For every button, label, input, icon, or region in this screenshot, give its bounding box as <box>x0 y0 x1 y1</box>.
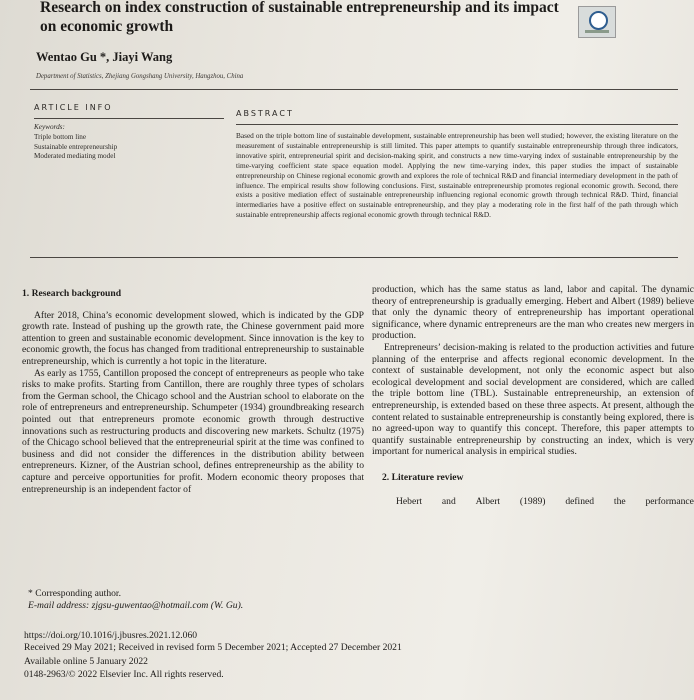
copyright: 0148-2963/© 2022 Elsevier Inc. All rights reserved. <box>24 669 224 680</box>
section-1-heading: 1. Research background <box>22 288 122 299</box>
body-paragraph-start <box>372 496 694 508</box>
keyword-item: Moderated mediating model <box>34 152 116 161</box>
word: the <box>613 495 626 507</box>
doi-link[interactable]: https://doi.org/10.1016/j.jbusres.2021.12.060 <box>24 630 198 641</box>
footnote-email[interactable]: E-mail address: zjgsu-guwentao@hotmail.com (W. Gu). <box>28 600 244 611</box>
section-2-heading: 2. Literature review <box>382 471 464 483</box>
body-paragraph: production, which has the same status as land, labor and capital. The dynamic theory of entrepreneurship is gradually emerging. Hebert and Albert (1989) believe that only the dynamic theory of entrepreneurship has important operational significance, where dynamic entrepreneurs are the man who creates new mergers in production. <box>372 284 694 342</box>
available-online: Available online 5 January 2022 <box>24 656 148 667</box>
affiliation: Department of Statistics, Zhejiang Gongshang University, Hangzhou, China <box>36 73 244 80</box>
word: and <box>441 495 456 507</box>
abstract-heading: ABSTRACT <box>236 109 294 118</box>
check-for-updates-icon[interactable] <box>578 6 616 38</box>
right-column <box>372 284 694 507</box>
word: (1989) <box>519 495 546 507</box>
author-list: Wentao Gu *, Jiayi Wang <box>36 50 173 64</box>
word: defined <box>565 495 595 507</box>
footnote-corresponding: * Corresponding author. <box>28 588 121 599</box>
body-paragraph: Entrepreneurs’ decision-making is related to the production activities and future planning of the enterprise and affects regional economic development. In the context of sustainable development, not only the economic aspect but also ecological development and social development are considered, which are called the triple bottom line (TBL). Sustainable entrepreneurship, an extension of entrepreneurship, is extended based on these three aspects. At present, although the content related to sustainable entrepreneurship is constantly being explored, there is no agreed-upon way to quantify this concept. Therefore, this paper attempts to quantify sustainable entrepreneurship by constructing an index, which is very important for numerical analysis in empirical studies. <box>372 341 694 458</box>
keyword-item: Sustainable entrepreneurship <box>34 142 118 151</box>
info-rule <box>34 118 224 119</box>
word: Hebert <box>396 495 423 507</box>
abstract-rule <box>236 124 678 125</box>
keywords-block <box>34 123 117 162</box>
abstract-bottom-rule <box>30 257 678 258</box>
abstract-text: Based on the triple bottom line of sustainable development, sustainable entrepreneurship has been well studied; however, the existing literature on the measurement of sustainable entrepreneurship is still limited. This paper attempts to quantify sustainable entrepreneurship through three indicators, innovative spirit, entrepreneurial spirit and decision-making spirit, and constructs a new time-varying index of sustainable entrepreneurship by the time-varying coefficient state space equation model. Applying the new time-varying index, this paper studies the impact of sustainable entrepreneurship on Chinese regional economic growth and explores the role of technical R&D and financial intermediary development in the path of influence. The empirical results show following conclusions. First, sustainable entrepreneurship promotes regional economic growth. Second, there exists a positive mediation effect of sustainable entrepreneurship influencing regional economic growth through technical R&D. Third, financial intermediaries have a positive effect on sustainable entrepreneurship, and they play a moderating role in the first half of the path through which sustainable entrepreneurship affects regional economic growth through technical R&D. <box>236 131 678 220</box>
word: Albert <box>475 495 501 507</box>
keyword-item: Triple bottom line <box>34 132 87 141</box>
word: performance <box>645 495 694 507</box>
header-rule <box>30 89 678 90</box>
article-info-heading: ARTICLE INFO <box>34 103 113 112</box>
received-dates: Received 29 May 2021; Received in revised form 5 December 2021; Accepted 27 December 2021 <box>24 642 402 653</box>
body-paragraph: After 2018, China’s economic development slowed, which is indicated by the GDP growth rate. Instead of pushing up the growth rate, the Chinese government paid more attention to green and sustainable economic development. Since innovation is the key to economic growth, the focus has changed from traditional entrepreneurship to sustainable entrepreneurship, which is currently a hot topic in the literature. <box>22 309 364 367</box>
body-paragraph: As early as 1755, Cantillon proposed the concept of entrepreneurs as people who take risks to make profits. Starting from Cantillon, there are roughly three types of scholars from the German school, the Chicago school and the Austrian school to elaborate on the role of entrepreneurs and entrepreneurship. Schumpeter (1934) groundbreaking research pointed out that entrepreneurs promote economic growth through destructive innovations such as restructuring products and discovering new markets. Schultz (1975) of the Chicago school believed that the entrepreneurial spirit at the time was confined to business and did not consider the differences in the distribution ability between entrepreneurs. Kizner, of the Austrian school, defines entrepreneurship as the ability to capture and perceive opportunities for profit. Modern economic theory proposes that entrepreneurship is an independent factor of <box>22 367 364 495</box>
paper-title: Research on index construction of sustainable entrepreneurship and its impact on economic growth <box>40 0 559 35</box>
keywords-label: Keywords: <box>34 123 65 131</box>
left-column <box>22 288 364 495</box>
